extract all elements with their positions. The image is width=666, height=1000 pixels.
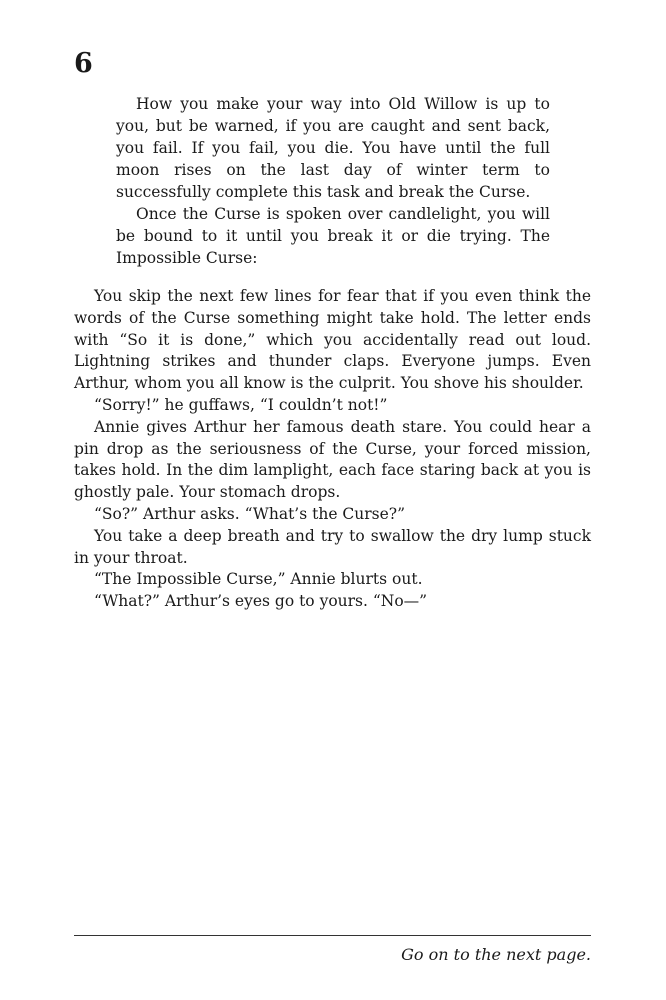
letter-excerpt bbox=[116, 93, 550, 269]
narrative-paragraph: “Sorry!” he guffaws, “I couldn’t not!” bbox=[94, 395, 388, 414]
narrative-paragraph: “The Impossible Curse,” Annie blurts out. bbox=[94, 570, 423, 589]
next-page-note: Go on to the next page. bbox=[401, 945, 591, 964]
narrative-paragraph: You take a deep breath and try to swallow the dry lump stuck in your throat. bbox=[74, 526, 591, 567]
page-number: 6 bbox=[74, 48, 93, 79]
narrative-text bbox=[74, 286, 591, 613]
footer-divider bbox=[74, 935, 591, 936]
narrative-paragraph: You skip the next few lines for fear that if you even think the words of the Curse something might take hold. The letter ends with “So it is done,” which you accidentally read out loud. Lightning strikes and thunder claps. Everyone jumps. Even Arthur, whom you all know is the culprit. You shove his shoulder. bbox=[74, 287, 591, 393]
narrative-paragraph: “So?” Arthur asks. “What’s the Curse?” bbox=[94, 504, 406, 523]
narrative-paragraph: Annie gives Arthur her famous death stare. You could hear a pin drop as the seriousness of the Curse, your forced mission, takes hold. In the dim lamplight, each face staring back at you is ghostly pale. Your stomach drops. bbox=[74, 417, 591, 502]
narrative-paragraph: “What?” Arthur’s eyes go to yours. “No—” bbox=[94, 592, 428, 611]
letter-paragraph: How you make your way into Old Willow is up to you, but be warned, if you are caught and sent back, you fail. If you fail, you die. You have until the full moon rises on the last day of winter term to successfully complete this task and break the Curse. bbox=[116, 95, 550, 201]
letter-paragraph: Once the Curse is spoken over candlelight, you will be bound to it until you break it or die trying. The Impossible Curse: bbox=[116, 205, 550, 267]
